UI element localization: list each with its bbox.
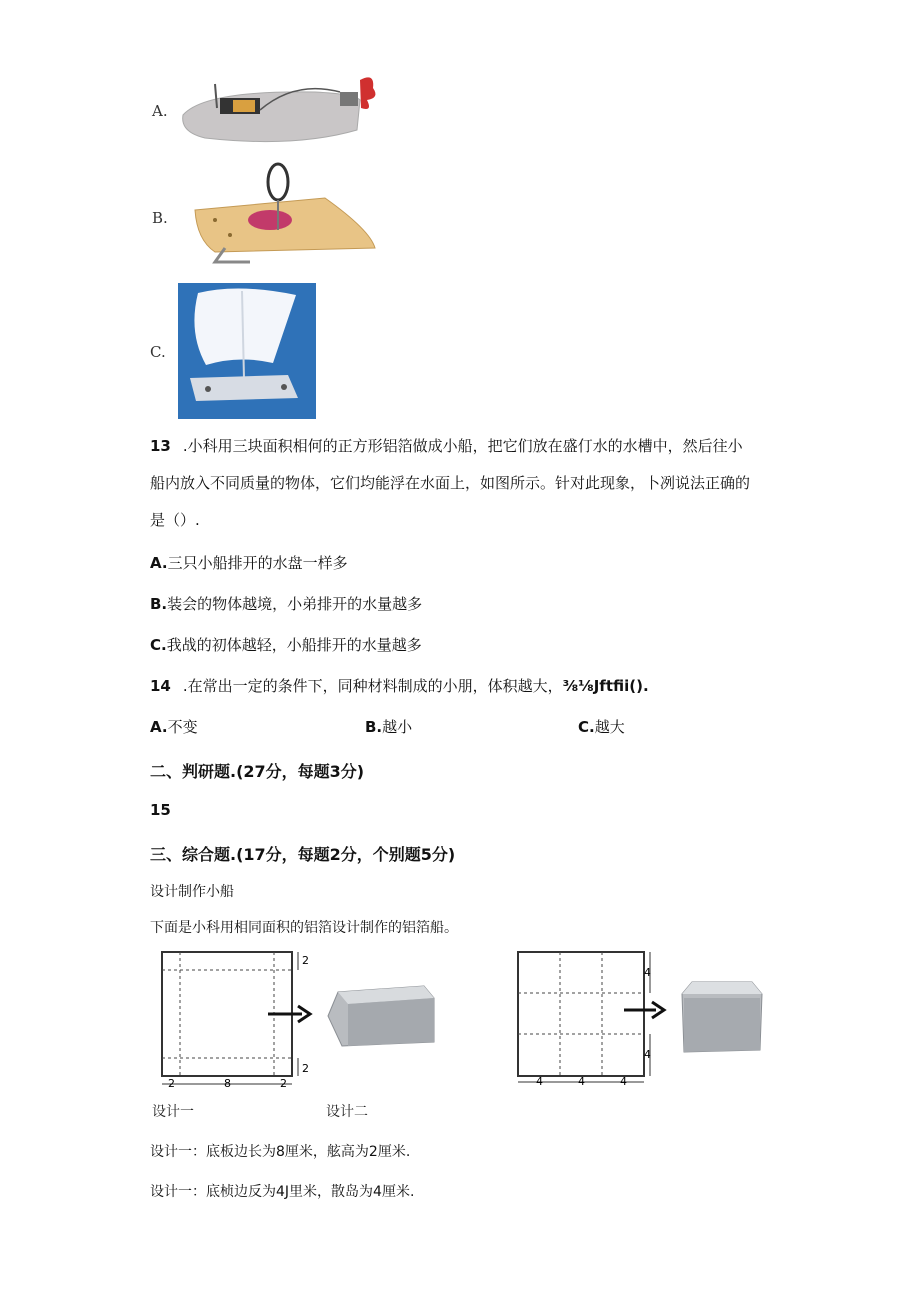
electric-boat-image xyxy=(175,70,390,150)
design-1-diagram xyxy=(152,946,452,1088)
design-1-top-label: 2 xyxy=(302,954,309,967)
design-2-top-label: 4 xyxy=(644,966,651,979)
option-text: 三只小船排开的水盘一样多 xyxy=(167,554,348,572)
question-13 xyxy=(150,428,790,539)
design-1-caption: 设计一 xyxy=(152,1104,194,1120)
design-2-dim-left: 4 xyxy=(536,1075,543,1088)
question-13-number: 13 xyxy=(150,437,171,455)
question-14-number: 14 xyxy=(150,677,171,695)
section-2-title: 二、判研题.(27分，每题3分) xyxy=(150,762,365,781)
design-line-1: 设计一：底板边长为8厘米，舷高为2厘米. xyxy=(150,1144,411,1160)
question-13-line-2: 船内放入不同质量的物体，它们均能浮在水面上，如图所示。针对此现象，卜冽说法正确的 xyxy=(150,474,751,492)
design-2-bottom-label: 4 xyxy=(644,1048,651,1061)
question-14-garbled: ⅜⅛Jftfii(). xyxy=(562,677,649,695)
design-2-dim-right: 4 xyxy=(620,1075,627,1088)
design-2-dim-middle: 4 xyxy=(578,1075,585,1088)
design-2-caption: 设计二 xyxy=(326,1104,368,1120)
design-1-bottom-label: 2 xyxy=(302,1062,309,1075)
question-13-option-b[interactable] xyxy=(150,593,422,614)
option-letter: C. xyxy=(150,636,167,654)
option-text: 我战的初体越轻，小船排开的水量越多 xyxy=(166,636,422,654)
option-letter: A. xyxy=(150,554,168,572)
design-1-dim-left: 2 xyxy=(168,1077,175,1088)
design-line-2: 设计一：底桢边反为4J里米，散岛为4厘米. xyxy=(150,1184,415,1200)
question-13-option-a[interactable] xyxy=(150,552,348,573)
option-letter: B. xyxy=(365,718,383,736)
sailboat-image xyxy=(178,283,316,419)
question-14-option-b[interactable] xyxy=(365,716,412,737)
option-a-letter: A. xyxy=(152,102,168,120)
design-1-dim-middle: 8 xyxy=(224,1077,231,1088)
design-2-diagram xyxy=(512,946,772,1088)
option-letter: B. xyxy=(150,595,168,613)
question-14-option-c[interactable] xyxy=(578,716,625,737)
option-text: 装会的物体越境，小弟排开的水量越多 xyxy=(167,595,423,613)
option-letter: C. xyxy=(578,718,595,736)
option-c-letter: C. xyxy=(150,343,166,361)
question-14 xyxy=(150,675,649,696)
section-3-title: 三、综合题.(17分，每题2分，个别题5分) xyxy=(150,845,456,864)
design-1-dim-right: 2 xyxy=(280,1077,287,1088)
question-14-option-a[interactable] xyxy=(150,716,198,737)
question-13-option-c[interactable] xyxy=(150,634,422,655)
option-text: 越小 xyxy=(382,718,413,736)
option-b-letter: B. xyxy=(152,209,168,227)
question-13-line-3: 是（）. xyxy=(150,511,200,529)
option-text: 不变 xyxy=(167,718,198,736)
task-title: 设计制作小船 xyxy=(150,884,234,900)
question-13-line-1: .小科用三块面积相何的正方形铝箔做成小船，把它们放在盛仃水的水槽中，然后往小 xyxy=(182,437,743,455)
question-15-number: 15 xyxy=(150,801,171,819)
wooden-boat-image xyxy=(185,160,385,270)
option-text: 越大 xyxy=(594,718,625,736)
task-intro: 下面是小科用相同面积的铝箔设计制作的铝箔船。 xyxy=(150,920,458,936)
option-letter: A. xyxy=(150,718,168,736)
question-14-text: .在常出一定的条件下，同种材料制成的小朋，体积越大， xyxy=(182,677,563,695)
